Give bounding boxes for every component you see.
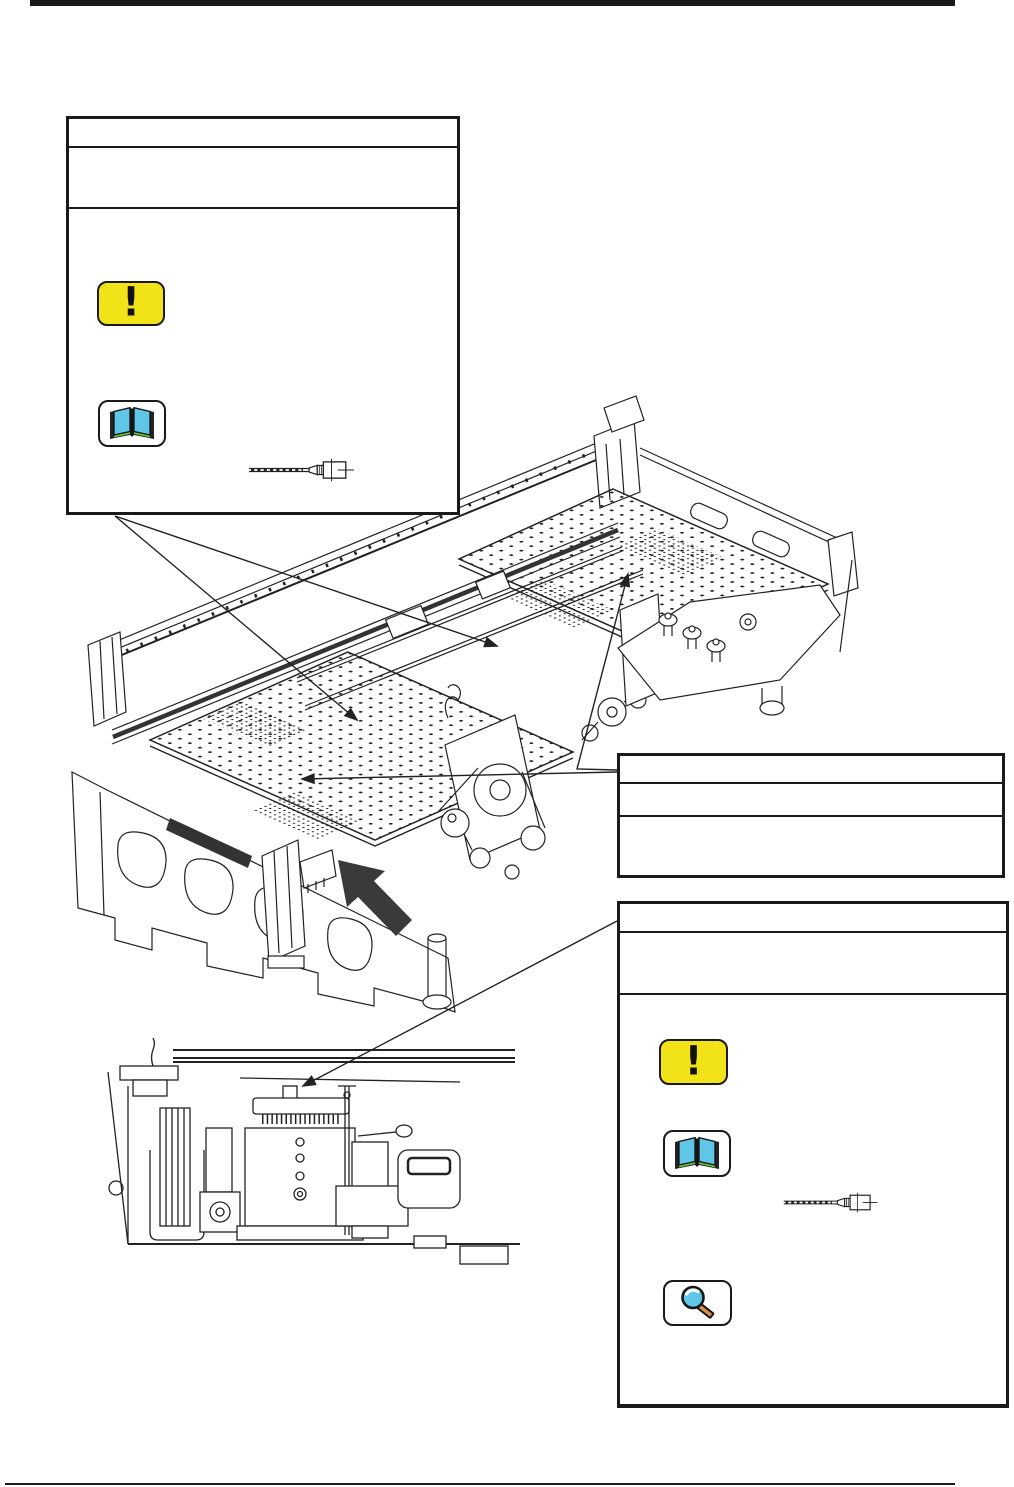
callout-top-left-header-row: [69, 119, 457, 148]
warning-icon: [97, 278, 165, 326]
callout-mid-right-body-row: [620, 817, 1002, 873]
open-book-icon: [98, 400, 166, 447]
magnifier-glyph: [668, 1283, 728, 1323]
grease-needle-drawing: [781, 1190, 881, 1215]
callout-bottom-right-sub-row: [620, 933, 1006, 995]
callout-box-mid-right: [617, 753, 1005, 878]
callout-top-left-sub-row: [69, 148, 457, 209]
side-detail-drawing: [108, 1038, 520, 1264]
open-book-icon: [663, 1130, 731, 1177]
callout-mid-right-header-row: [620, 756, 1002, 784]
callout-mid-right-sub-row: [620, 784, 1002, 817]
callout-bottom-right-header-row: [620, 904, 1006, 933]
magnifier-icon: [663, 1280, 732, 1326]
open-book-glyph: [667, 1133, 727, 1175]
grease-needle-drawing: [246, 456, 358, 484]
warning-icon: [659, 1039, 728, 1085]
warning-exclamation-glyph: !: [684, 1037, 703, 1084]
open-book-glyph: [102, 403, 162, 445]
warning-exclamation-glyph: !: [122, 278, 140, 326]
